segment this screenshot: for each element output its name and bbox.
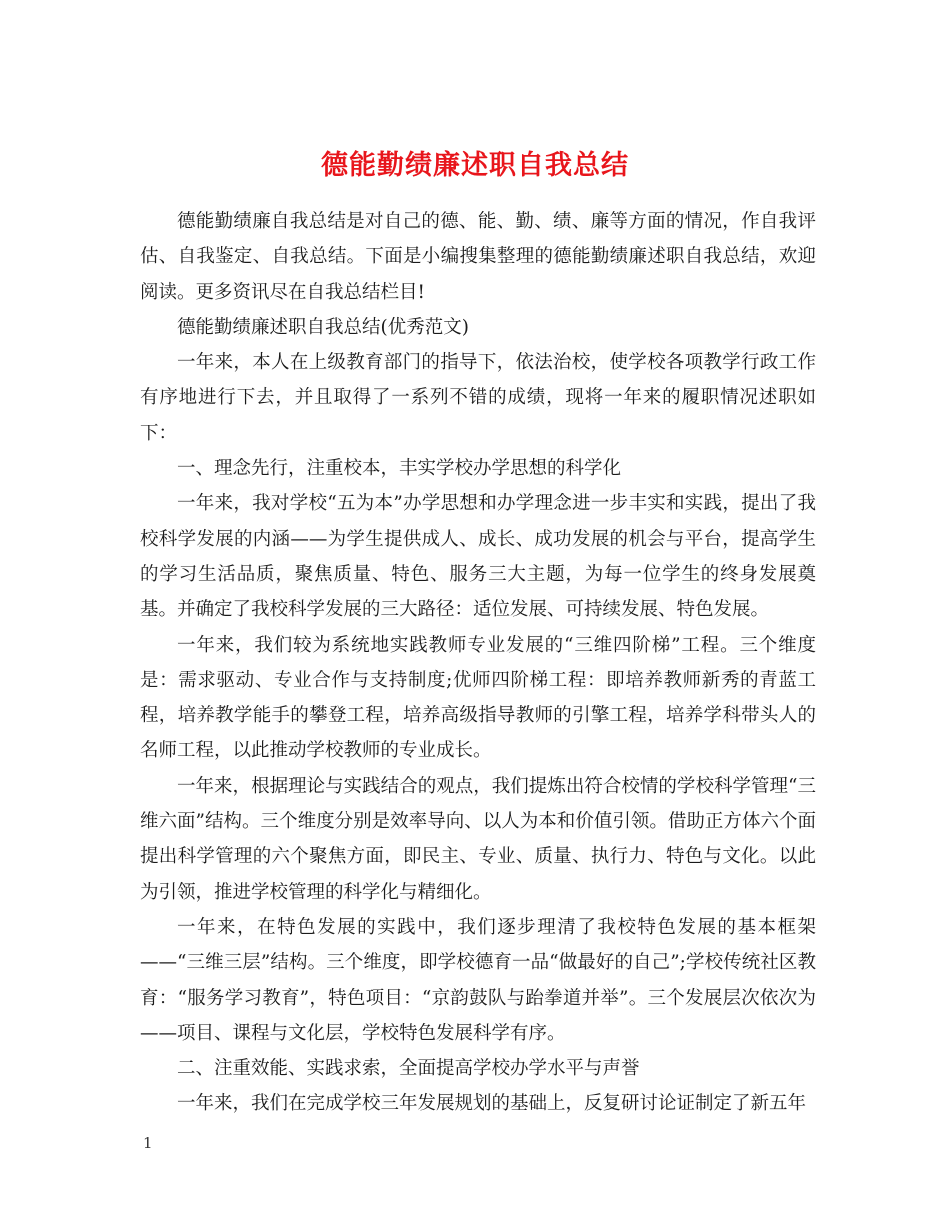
section-heading-1: 一、理念先行，注重校本，丰实学校办学思想的科学化 (177, 458, 622, 480)
paragraph-management: 一年来，根据理论与实践结合的观点，我们提炼出符合校情的学校科学管理“三维六面”结构。三个维度分别是效率导向、以人为本和价值引领。借助正方体六个面提出科学管理的六个聚焦方面，即民主、专业、质量、执行力、特色与文化。以此为引领，推进学校管理的科学化与精细化。 (140, 775, 816, 903)
paragraph-philosophy: 一年来，我对学校“五为本”办学思想和办学理念进一步丰实和实践，提出了我校科学发展的内涵——为学生提供成人、成长、成功发展的机会与平台，提高学生的学习生活品质，聚焦质量、特色、服务三大主题，为每一位学生的终身发展奠基。并确定了我校科学发展的三大路径：适位发展、可持续发展、特色发展。 (140, 493, 816, 621)
paragraph-teacher-development: 一年来，我们较为系统地实践教师专业发展的“三维四阶梯”工程。三个维度是：需求驱动、专业合作与支持制度;优师四阶梯工程：即培养教师新秀的青蓝工程，培养教学能手的攀登工程，培养高级指导教师的引擎工程，培养学科带头人的名师工程，以此推动学校教师的专业成长。 (140, 634, 816, 762)
paragraph-opening: 一年来，本人在上级教育部门的指导下，依法治校，使学校各项教学行政工作有序地进行下去，并且取得了一系列不错的成绩，现将一年来的履职情况述职如下： (140, 352, 816, 444)
document-body (140, 204, 816, 1122)
paragraph-characteristics: 一年来，在特色发展的实践中，我们逐步理清了我校特色发展的基本框架——“三维三层”结构。三个维度，即学校德育一品“做最好的自己”;学校传统社区教育：“服务学习教育”，特色项目：“京韵鼓队与跆拳道并举”。三个发展层次依次为——项目、课程与文化层，学校特色发展科学有序。 (140, 916, 816, 1044)
section-heading-2: 二、注重效能、实践求索，全面提高学校办学水平与声誉 (177, 1058, 640, 1080)
document-title: 德能勤绩廉述职自我总结 (321, 150, 629, 182)
paragraph-five-year-plan: 一年来，我们在完成学校三年发展规划的基础上，反复研讨论证制定了新五年 (177, 1093, 807, 1115)
paragraph-intro: 德能勤绩廉自我总结是对自己的德、能、勤、绩、廉等方面的情况，作自我评估、自我鉴定、自我总结。下面是小编搜集整理的德能勤绩廉述职自我总结，欢迎阅读。更多资讯尽在自我总结栏目! (140, 211, 816, 303)
page-number: 1 (143, 1134, 153, 1152)
paragraph-subtitle: 德能勤绩廉述职自我总结(优秀范文) (177, 316, 469, 338)
